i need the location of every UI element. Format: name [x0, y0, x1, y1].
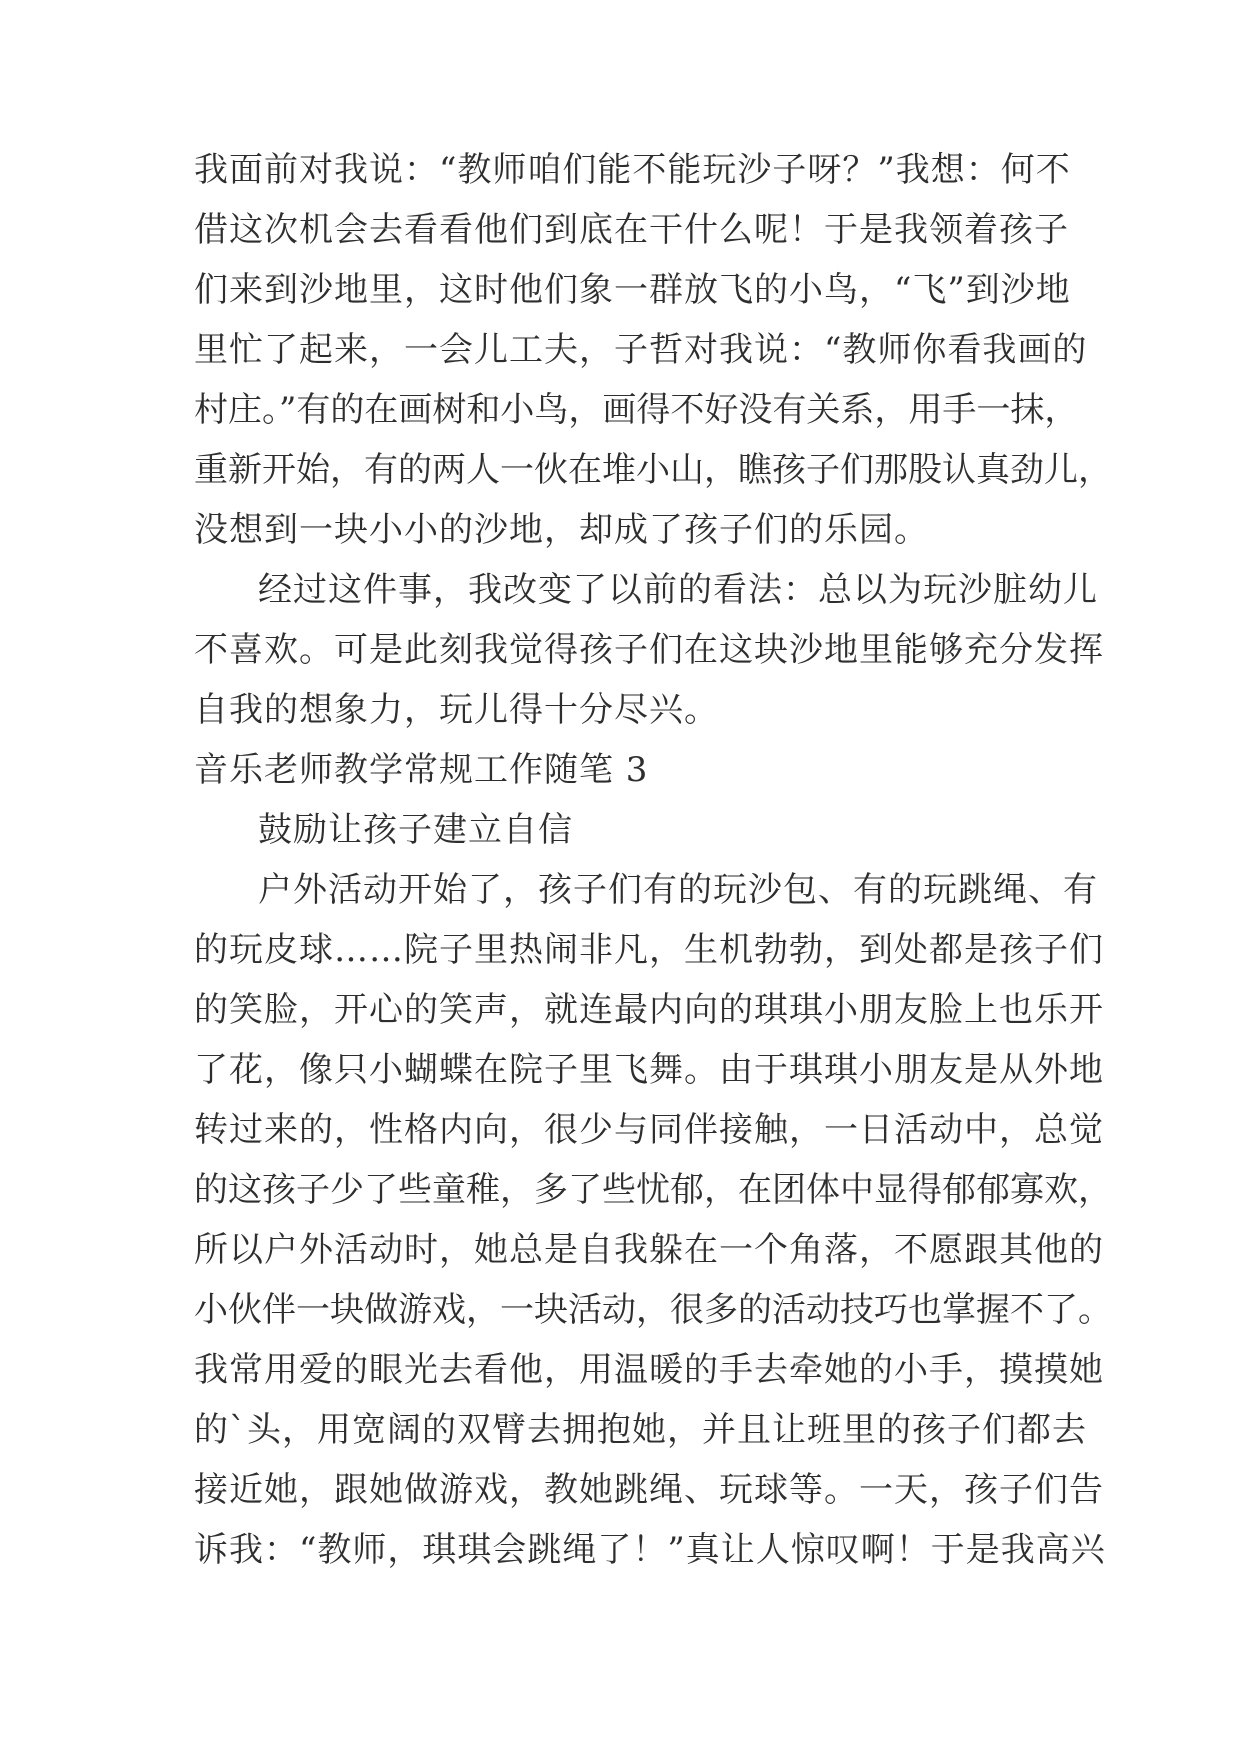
section-heading: 音乐老师教学常规工作随笔 3 [194, 750, 649, 790]
paragraph-line: 的玩皮球……院子里热闹非凡，生机勃勃，到处都是孩子们 [194, 930, 1104, 970]
paragraph-line: 的`头，用宽阔的双臂去拥抱她，并且让班里的孩子们都去 [194, 1410, 1087, 1450]
paragraph-line: 借这次机会去看看他们到底在干什么呢！于是我领着孩子 [194, 210, 1069, 250]
paragraph-line: 自我的想象力，玩儿得十分尽兴。 [194, 690, 719, 730]
paragraph-line: 们来到沙地里，这时他们象一群放飞的小鸟，“飞”到沙地 [194, 270, 1071, 310]
paragraph-line: 不喜欢。可是此刻我觉得孩子们在这块沙地里能够充分发挥 [194, 630, 1104, 670]
paragraph-line: 所以户外活动时，她总是自我躲在一个角落，不愿跟其他的 [194, 1230, 1104, 1270]
paragraph-line: 村庄。”有的在画树和小鸟，画得不好没有关系，用手一抹， [194, 390, 1079, 430]
paragraph-line: 没想到一块小小的沙地，却成了孩子们的乐园。 [194, 510, 929, 550]
paragraph-line-indented: 户外活动开始了，孩子们有的玩沙包、有的玩跳绳、有 [258, 870, 1098, 910]
paragraph-line-indented: 经过这件事，我改变了以前的看法：总以为玩沙脏幼儿 [258, 570, 1098, 610]
paragraph-line: 里忙了起来，一会儿工夫，子哲对我说：“教师你看我画的 [194, 330, 1088, 370]
paragraph-line: 转过来的，性格内向，很少与同伴接触，一日活动中，总觉 [194, 1110, 1104, 1150]
paragraph-line: 了花，像只小蝴蝶在院子里飞舞。由于琪琪小朋友是从外地 [194, 1050, 1104, 1090]
paragraph-line: 小伙伴一块做游戏，一块活动，很多的活动技巧也掌握不了。 [194, 1290, 1112, 1330]
paragraph-line: 我常用爱的眼光去看他，用温暖的手去牵她的小手，摸摸她 [194, 1350, 1104, 1390]
paragraph-line: 接近她，跟她做游戏，教她跳绳、玩球等。一天，孩子们告 [194, 1470, 1104, 1510]
paragraph-line: 重新开始，有的两人一伙在堆小山，瞧孩子们那股认真劲儿， [194, 450, 1112, 490]
paragraph-line: 的笑脸，开心的笑声，就连最内向的琪琪小朋友脸上也乐开 [194, 990, 1104, 1030]
paragraph-line: 的这孩子少了些童稚，多了些忧郁，在团体中显得郁郁寡欢， [194, 1170, 1112, 1210]
subheading: 鼓励让孩子建立自信 [258, 810, 573, 850]
paragraph-line: 我面前对我说：“教师咱们能不能玩沙子呀？”我想：何不 [194, 150, 1071, 190]
paragraph-line: 诉我：“教师，琪琪会跳绳了！”真让人惊叹啊！于是我高兴 [194, 1530, 1106, 1570]
